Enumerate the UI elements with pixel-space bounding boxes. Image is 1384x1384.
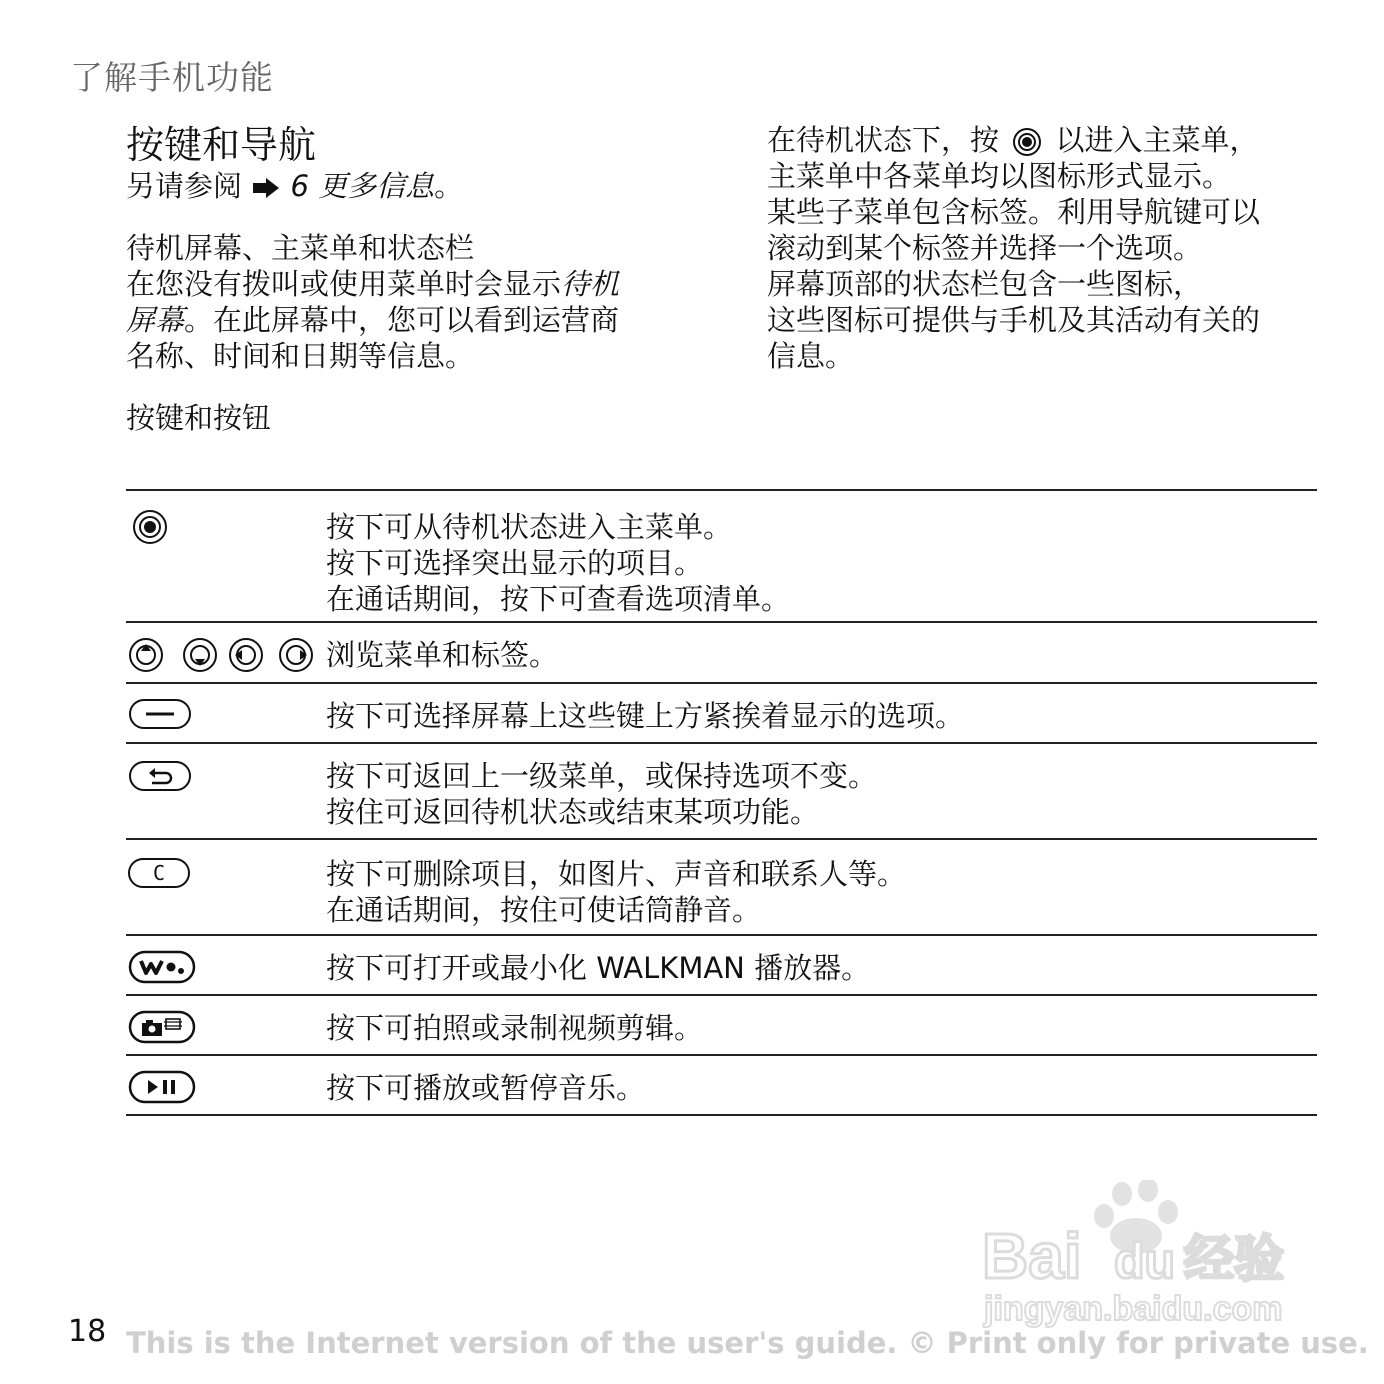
nav-left-icon — [228, 637, 264, 673]
nav-down-icon — [182, 637, 218, 673]
center-key-icon — [1012, 127, 1042, 157]
svg-text:经验: 经验 — [1184, 1230, 1284, 1288]
back-key-icon — [128, 760, 192, 792]
table-row: 按下可选择屏幕上这些键上方紧挨着显示的选项。 — [126, 684, 1317, 744]
play-pause-key-icon — [128, 1070, 196, 1104]
navigation-keys-icon — [128, 637, 314, 673]
subheading-keys: 按键和按钮 — [126, 401, 272, 435]
page-number: 18 — [68, 1314, 107, 1349]
subheading-standby: 待机屏幕、主菜单和状态栏 — [126, 231, 475, 265]
table-row: 按下可返回上一级菜单，或保持选项不变。 按住可返回待机状态或结束某项功能。 — [126, 744, 1317, 840]
paw-logo-icon — [980, 1180, 1300, 1330]
section-title: 按键和导航 — [126, 123, 317, 167]
table-row: 按下可打开或最小化 WALKMAN 播放器。 — [126, 936, 1317, 996]
nav-right-icon — [278, 637, 314, 673]
keys-table — [126, 489, 1317, 1116]
table-row: 按下可从待机状态进入主菜单。 按下可选择突出显示的项目。 在通话期间，按下可查看选项清单。 — [126, 491, 1317, 623]
clear-key-icon: C — [128, 858, 190, 888]
walkman-key-icon — [128, 950, 196, 984]
camera-key-icon — [128, 1010, 196, 1044]
right-column: 在待机状态下，按 以进入主菜单， 主菜单中各菜单均以图标形式显示。 某些子菜单包含标签。利用导航键可以 滚动到某个标签并选择一个选项。 屏幕顶部的状态栏包含一些图标， 这些图标可提供与手机及其活动有关的 信息。 — [767, 123, 1261, 373]
page-header: 了解手机功能 — [70, 58, 274, 97]
see-also-link[interactable]: 6 — [290, 169, 309, 203]
svg-text:Bai: Bai — [982, 1220, 1082, 1292]
left-column: 按键和导航 另请参阅 6 更多信息。 待机屏幕、主菜单和状态栏 在您没有拨叫或使用菜单时会显示待机 屏幕。在此屏幕中，您可以看到运营商 名称、时间和日期等信息。 按键和按钮 — [126, 122, 686, 436]
svg-text:jingyan.baidu.com: jingyan.baidu.com — [984, 1290, 1283, 1328]
baidu-jingyan-watermark — [980, 1180, 1300, 1334]
arrow-right-icon — [251, 177, 281, 199]
table-row: 浏览菜单和标签。 — [126, 623, 1317, 684]
table-row: C 按下可删除项目，如图片、声音和联系人等。 在通话期间，按住可使话筒静音。 — [126, 840, 1317, 936]
center-select-key-icon — [132, 509, 168, 545]
nav-up-icon — [128, 637, 164, 673]
table-row: 按下可播放或暂停音乐。 — [126, 1056, 1317, 1116]
svg-text:du: du — [1114, 1233, 1176, 1289]
footer-notice: This is the Internet version of the user's guide. © Print only for private use. — [126, 1326, 1369, 1360]
table-row: 按下可拍照或录制视频剪辑。 — [126, 996, 1317, 1056]
selection-key-icon — [128, 698, 192, 730]
see-also: 另请参阅 6 更多信息。 — [126, 169, 464, 203]
